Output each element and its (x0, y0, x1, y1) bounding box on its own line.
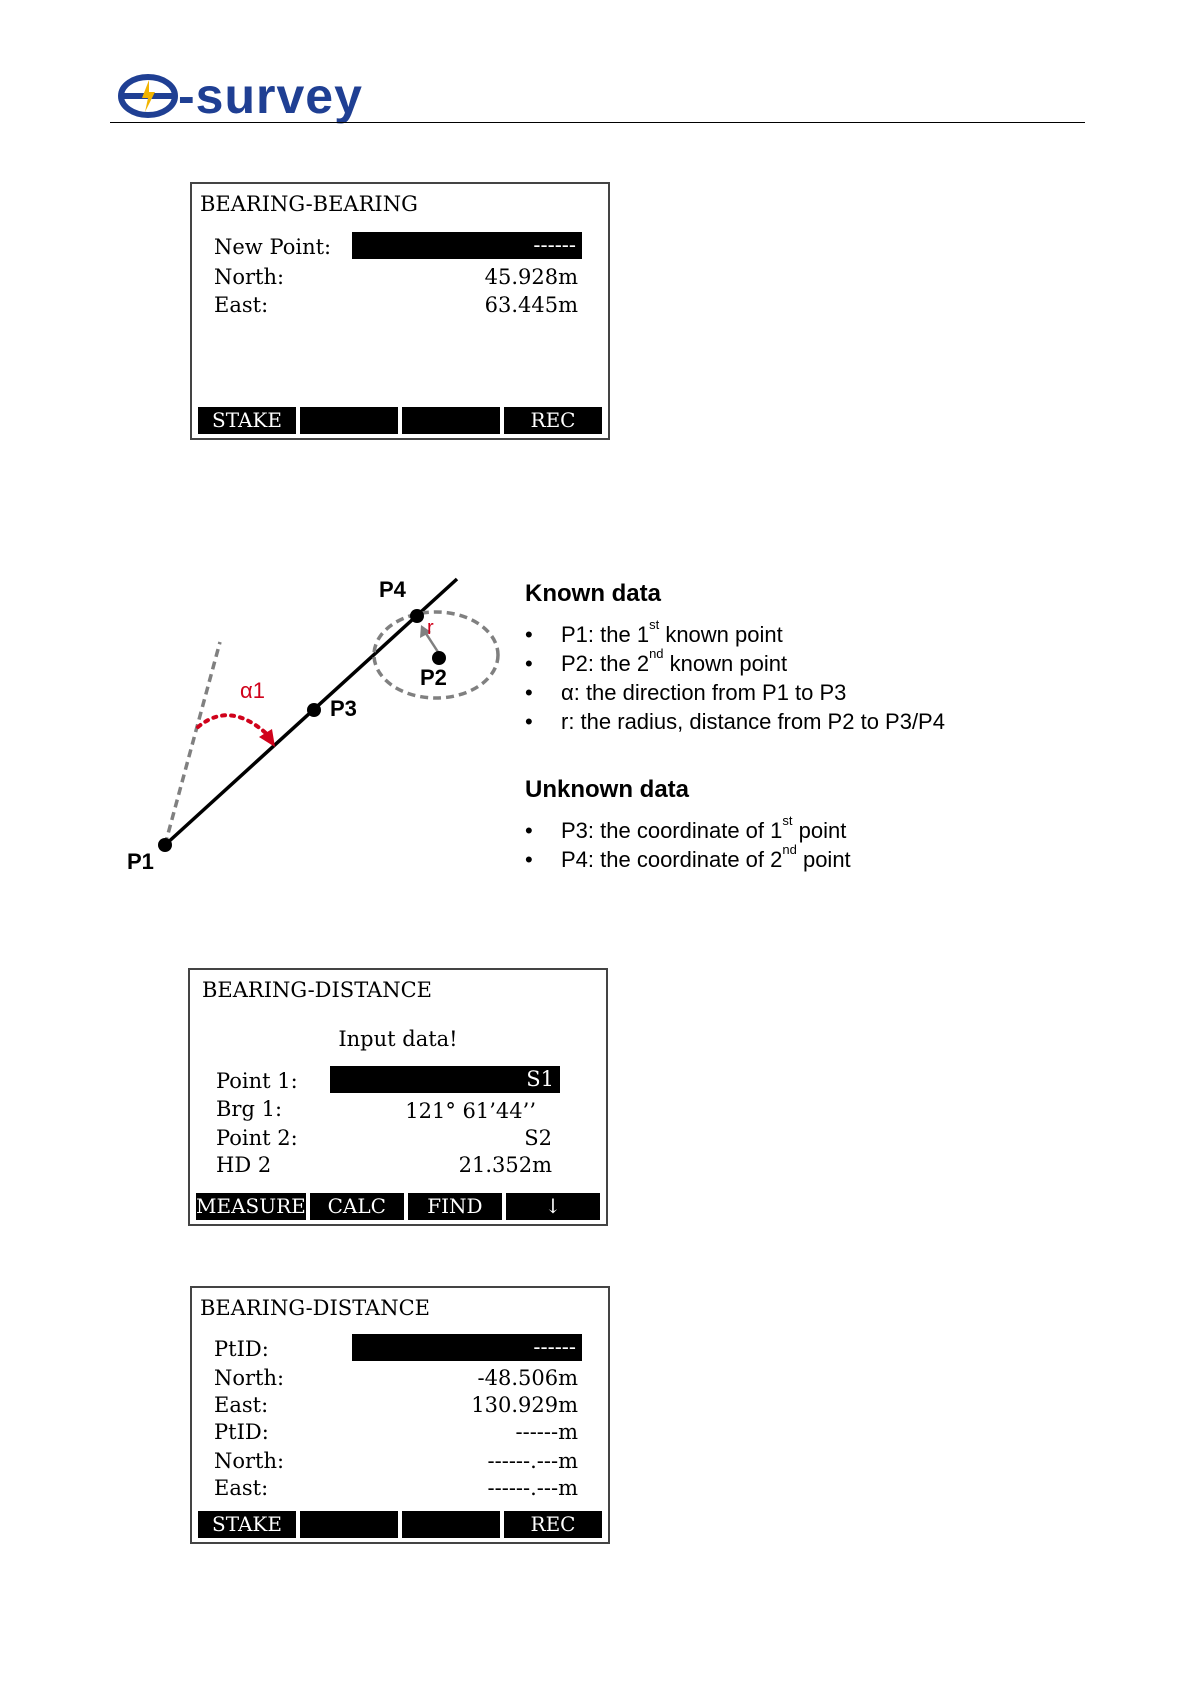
alpha-angle-arc (198, 715, 268, 735)
point-p4 (410, 609, 424, 623)
point-2-label: Point 2: (216, 1126, 298, 1150)
east-1-label: East: (214, 1393, 269, 1417)
label-alpha: α1 (240, 678, 265, 703)
ptid-1-field[interactable]: ------ (352, 1334, 582, 1361)
lcd-screen-bearing-bearing (190, 182, 610, 440)
point-1-field[interactable]: S1 (330, 1066, 560, 1093)
measure-softkey[interactable]: MEASURE (196, 1194, 306, 1218)
softkey-2[interactable] (300, 407, 398, 434)
label-p3: P3 (330, 696, 357, 721)
softkey-bar (196, 1193, 600, 1220)
screen-title: BEARING-DISTANCE (200, 1296, 430, 1320)
point-p1 (158, 838, 172, 852)
unknown-data-list (525, 813, 851, 874)
east-2-label: East: (214, 1476, 269, 1500)
east-value: 63.445m (484, 293, 578, 317)
point-p2 (432, 651, 446, 665)
list-item: • P3: the coordinate of 1st point (525, 816, 851, 845)
label-r: r (427, 617, 434, 639)
bearing-1-label: Brg 1: (216, 1097, 283, 1121)
north-2-label: North: (214, 1449, 285, 1473)
brand-logo (118, 66, 363, 126)
softkey-bar (198, 1511, 602, 1538)
unknown-data-heading: Unknown data (525, 776, 690, 803)
list-item: • r: the radius, distance from P2 to P3/P4 (525, 707, 945, 736)
calc-softkey[interactable]: CALC (310, 1193, 404, 1220)
find-softkey[interactable]: FIND (408, 1193, 502, 1220)
hd-2-label: HD 2 (216, 1153, 272, 1177)
east-label: East: (214, 293, 269, 317)
north-label: North: (214, 265, 285, 289)
stake-softkey[interactable]: STAKE (198, 1511, 296, 1538)
screen-title: BEARING-DISTANCE (202, 978, 432, 1002)
hd-2-value: 21.352m (458, 1153, 552, 1177)
bearing-distance-diagram (120, 570, 520, 880)
list-item: • P2: the 2nd known point (525, 649, 945, 678)
point-1-label: Point 1: (216, 1069, 298, 1093)
list-item: • α: the direction from P1 to P3 (525, 678, 945, 707)
softkey-2[interactable] (300, 1511, 398, 1538)
new-point-field[interactable]: ------ (352, 232, 582, 259)
screen-title: BEARING-BEARING (200, 192, 418, 216)
input-data-message: Input data! (338, 1027, 458, 1051)
known-data-heading: Known data (525, 580, 661, 607)
point-p3 (307, 703, 321, 717)
east-2-value: ------.---m (487, 1476, 578, 1500)
label-p1: P1 (127, 849, 154, 874)
label-p2: P2 (420, 665, 447, 690)
down-arrow-softkey[interactable]: ↓ (506, 1193, 600, 1220)
bearing-1-value: 121° 61’44’’ (405, 1099, 536, 1123)
label-p4: P4 (379, 577, 406, 602)
ptid-2-label: PtID: (214, 1420, 269, 1444)
new-point-label: New Point: (214, 235, 332, 259)
logo-globe-icon (118, 74, 178, 118)
ptid-1-label: PtID: (214, 1337, 269, 1361)
softkey-bar (198, 407, 602, 434)
stake-softkey[interactable]: STAKE (198, 407, 296, 434)
list-item: • P4: the coordinate of 2nd point (525, 845, 851, 874)
softkey-3[interactable] (402, 407, 500, 434)
north-value: 45.928m (484, 265, 578, 289)
point-2-value: S2 (524, 1126, 552, 1150)
reference-direction-line (165, 642, 220, 845)
lcd-screen-bearing-distance-input (188, 968, 608, 1226)
list-item: • P1: the 1st known point (525, 620, 945, 649)
softkey-3[interactable] (402, 1511, 500, 1538)
north-1-label: North: (214, 1366, 285, 1390)
logo-text: -survey (178, 68, 363, 124)
rec-softkey[interactable]: REC (504, 407, 602, 434)
lcd-screen-bearing-distance-result (190, 1286, 610, 1544)
east-1-value: 130.929m (471, 1393, 578, 1417)
rec-softkey[interactable]: REC (504, 1511, 602, 1538)
header-divider (110, 122, 1085, 123)
north-1-value: -48.506m (477, 1366, 578, 1390)
known-data-panel (525, 580, 945, 736)
north-2-value: ------.---m (487, 1449, 578, 1473)
unknown-data-panel (525, 776, 851, 874)
ptid-2-value: ------m (515, 1420, 578, 1444)
known-data-list (525, 617, 945, 736)
